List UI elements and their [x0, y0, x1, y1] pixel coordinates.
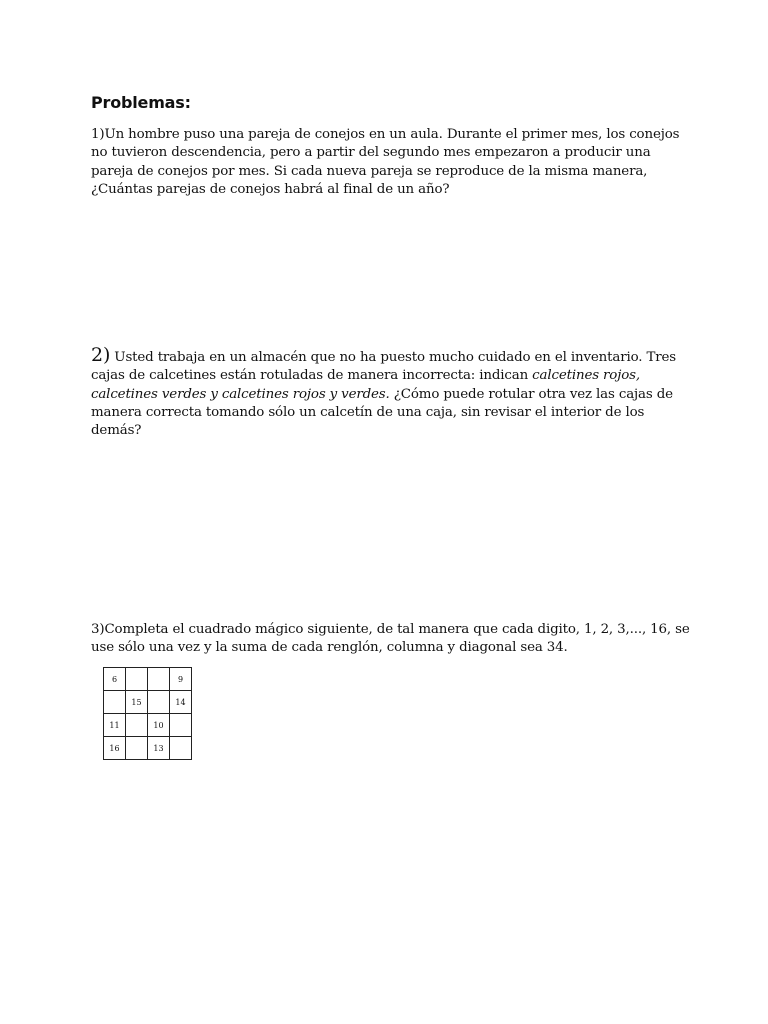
magic-square-row: [104, 737, 192, 760]
magic-square-cell: [170, 737, 192, 760]
problem-2-number: 2): [91, 344, 111, 366]
problem-1-text: 1)Un hombre puso una pareja de conejos en un aula. Durante el primer mes, los conejos no tuvieron descendencia, pero a partir del segundo mes empezaron a producir una pareja de conejos por mes. Si cada nueva pareja se reproduce de la misma manera, ¿Cuántas parejas de conejos habrá al final de un año?: [91, 127, 680, 197]
magic-square-cell: 13: [148, 737, 170, 760]
magic-square-cell: [126, 714, 148, 737]
magic-square-cell: [104, 691, 126, 714]
problem-2: [91, 346, 691, 440]
magic-square-row: [104, 714, 192, 737]
magic-square-cell: 6: [104, 668, 126, 691]
magic-square: [103, 667, 192, 760]
magic-square-cell: 11: [104, 714, 126, 737]
magic-square-cell: [126, 737, 148, 760]
problem-2-text-a: Usted trabaja en un almacén que no ha puesto mucho cuidado en el inventario. Tres cajas de calcetines están rotuladas de manera incorrecta: indican: [91, 350, 677, 384]
magic-square-cell: [148, 668, 170, 691]
magic-square-row: [104, 691, 192, 714]
problem-2-italic: calcetines rojos, calcetines verdes y calcetines rojos y verdes.: [91, 368, 640, 402]
problem-3: [91, 621, 691, 658]
magic-square-cell: [148, 691, 170, 714]
magic-square-cell: 10: [148, 714, 170, 737]
magic-square-cell: 14: [170, 691, 192, 714]
problem-1: [91, 126, 691, 199]
problem-2-text-b: ¿Cómo puede rotular otra vez las cajas de manera correcta tomando sólo un calcetín de una caja, sin revisar el interior de los demás?: [91, 386, 673, 439]
magic-square-cell: [170, 714, 192, 737]
magic-square-cell: 9: [170, 668, 192, 691]
magic-square-cell: [126, 668, 148, 691]
problem-3-text: 3)Completa el cuadrado mágico siguiente, de tal manera que cada digito, 1, 2, 3,..., 16, se use sólo una vez y la suma de cada renglón, columna y diagonal sea 34.: [91, 622, 690, 656]
magic-square-row: [104, 668, 192, 691]
magic-square-cell: 15: [126, 691, 148, 714]
page-title: Problemas:: [91, 93, 191, 112]
magic-square-cell: 16: [104, 737, 126, 760]
